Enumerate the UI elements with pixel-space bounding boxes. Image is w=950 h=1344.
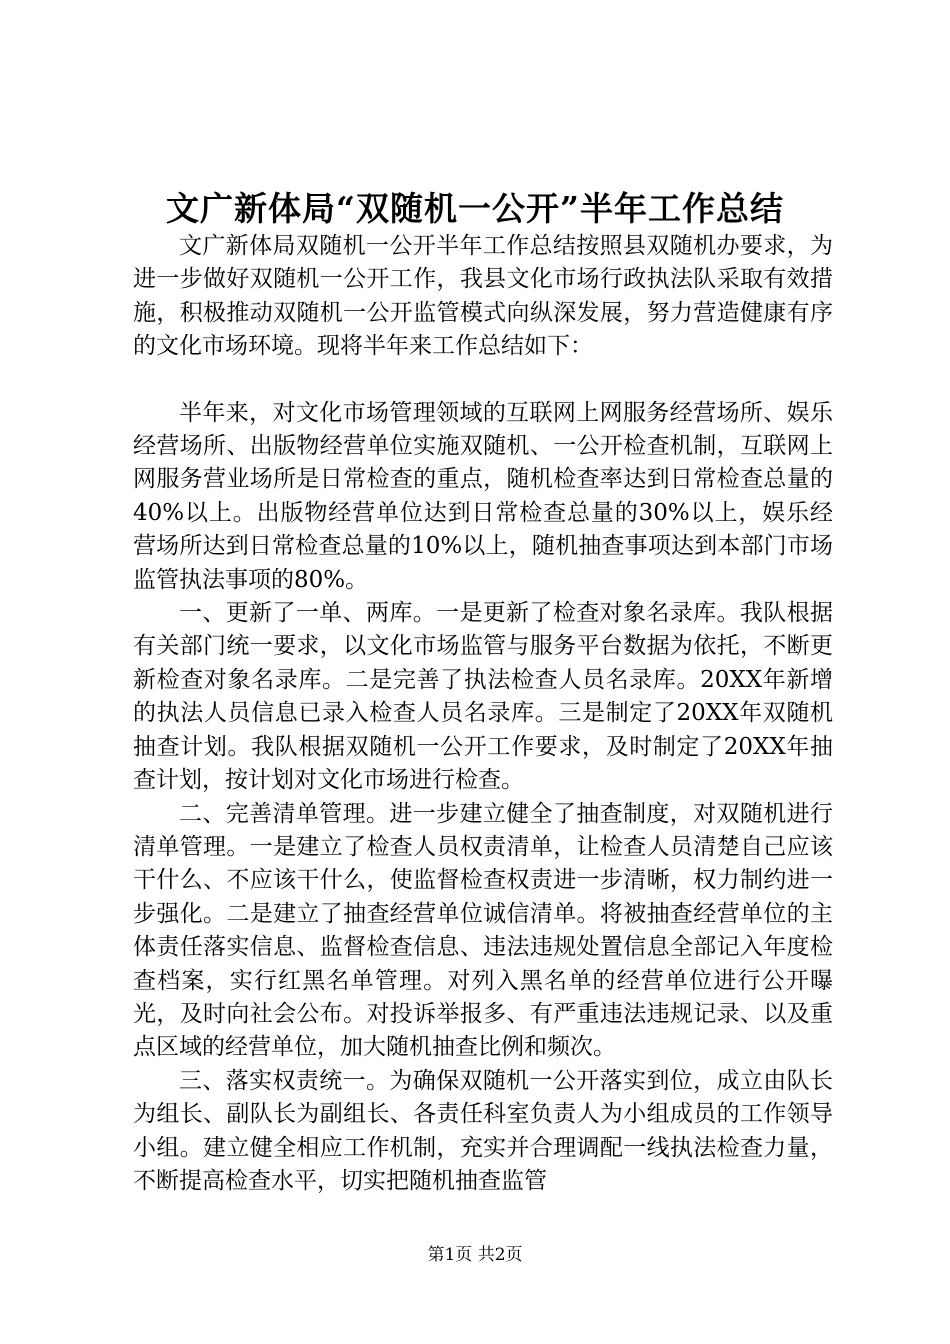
page-number-footer: 第1页 共2页 bbox=[427, 1245, 523, 1265]
paragraph-intro: 文广新体局双随机一公开半年工作总结按照县双随机办要求，为进一步做好双随机一公开工作，我县文化市场行政执法队采取有效措施，积极推动双随机一公开监管模式向纵深发展，努力营造健康有序的文化市场环境。现将半年来工作总结如下： bbox=[133, 233, 833, 360]
paragraph-section-2: 二、完善清单管理。进一步建立健全了抽查制度，对双随机进行清单管理。一是建立了检查人员权责清单，让检查人员清楚自己应该干什么、不应该干什么，使监督检查权责进一步清晰，权力制约进一步强化。二是建立了抽查经营单位诚信清单。将被抽查经营单位的主体责任落实信息、监督检查信息、违法违规处置信息全部记入年度检查档案，实行红黑名单管理。对列入黑名单的经营单位进行公开曝光，及时向社会公布。对投诉举报多、有严重违法违规记录、以及重点区域的经营单位，加大随机抽查比例和频次。 bbox=[133, 800, 833, 1061]
paragraph-gap bbox=[133, 364, 833, 397]
paragraph-section-1: 一、更新了一单、两库。一是更新了检查对象名录库。我队根据有关部门统一要求，以文化市场监管与服务平台数据为依托，不断更新检查对象名录库。二是完善了执法检查人员名录库。20XX年新增的执法人员信息已录入检查人员名录库。三是制定了20XX年双随机抽查计划。我队根据双随机一公开工作要求，及时制定了20XX年抽查计划，按计划对文化市场进行检查。 bbox=[133, 600, 833, 794]
document-body bbox=[133, 230, 833, 1198]
paragraph-overview: 半年来，对文化市场管理领域的互联网上网服务经营场所、娱乐经营场所、出版物经营单位实施双随机、一公开检查机制，互联网上网服务营业场所是日常检查的重点，随机检查率达到日常检查总量的40%以上。出版物经营单位达到日常检查总量的30%以上，娱乐经营场所达到日常检查总量的10%以上，随机抽查事项达到本部门市场监管执法事项的80%。 bbox=[133, 399, 833, 593]
paragraph-section-3: 三、落实权责统一。为确保双随机一公开落实到位，成立由队长为组长、副队长为副组长、各责任科室负责人为小组成员的工作领导小组。建立健全相应工作机制，充实并合理调配一线执法检查力量，不断提高检查水平，切实把随机抽查监管 bbox=[133, 1067, 833, 1194]
document-title: 文广新体局“双随机一公开”半年工作总结 bbox=[166, 189, 784, 228]
